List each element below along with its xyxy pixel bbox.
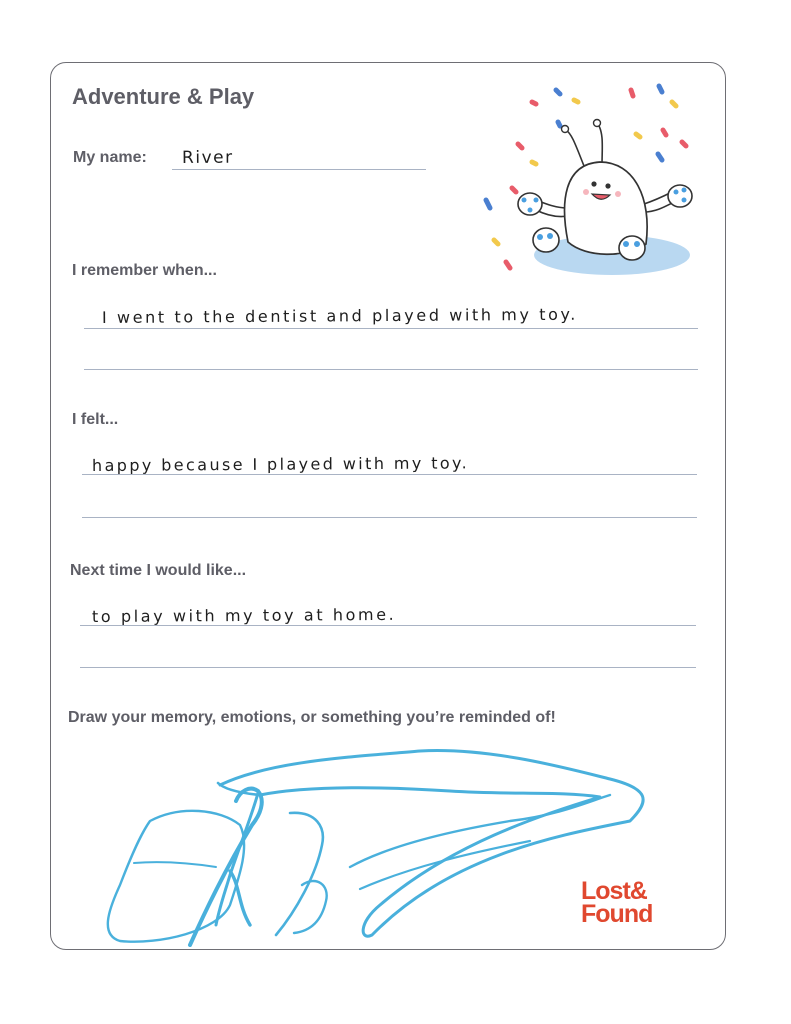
answer-line-3a [80, 625, 696, 626]
worksheet-title: Adventure & Play [72, 84, 255, 109]
name-label: My name: [73, 149, 147, 166]
section-answer-felt: happy because I played with my toy. [91, 453, 470, 475]
section-prompt-remember: I remember when... [72, 262, 217, 279]
answer-line-1b [84, 369, 698, 370]
logo-line2: Found [581, 900, 653, 928]
logo-line1: Lost& [581, 877, 647, 905]
name-line [172, 169, 426, 170]
section-answer-remember: I went to the dentist and played with my toy. [101, 304, 578, 327]
answer-line-3b [80, 667, 696, 668]
section-answer-next-time: to play with my toy at home. [91, 604, 397, 626]
lost-and-found-logo [581, 877, 653, 928]
name-value: River [181, 147, 234, 168]
draw-prompt: Draw your memory, emotions, or something you’re reminded of! [68, 709, 556, 726]
answer-line-1a [84, 328, 698, 329]
answer-line-2b [82, 517, 697, 518]
confetti-monster-icon [476, 82, 704, 278]
answer-line-2a [82, 474, 697, 475]
section-prompt-next-time: Next time I would like... [70, 562, 247, 579]
section-prompt-felt: I felt... [72, 411, 119, 428]
